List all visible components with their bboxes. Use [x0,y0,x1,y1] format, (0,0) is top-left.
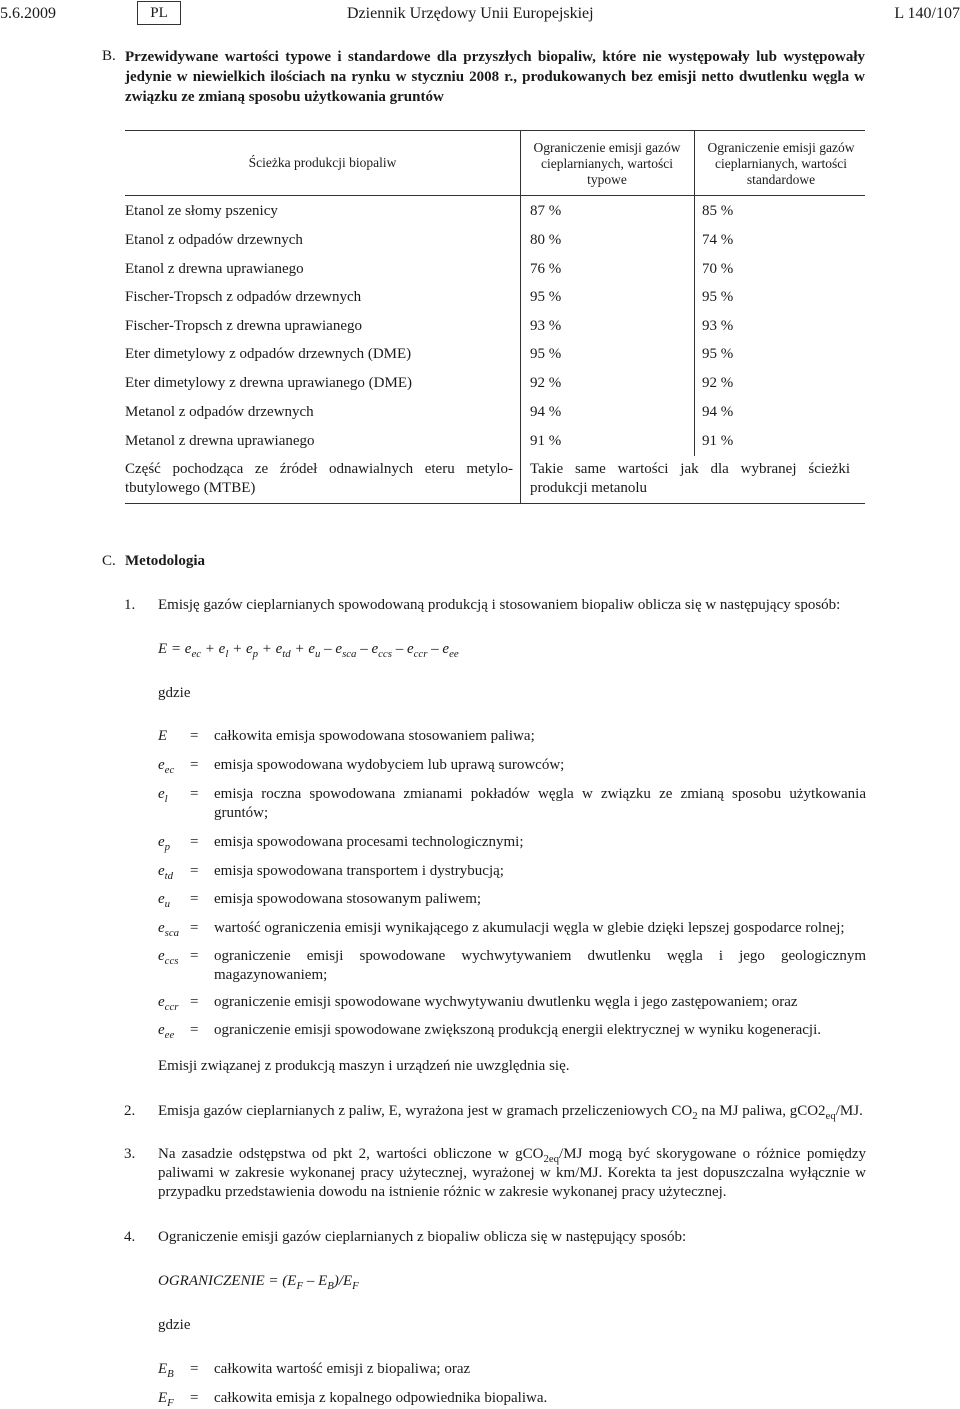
cell-typical: 92 % [530,375,562,391]
definition-equals: = [190,757,199,773]
cell-default: 92 % [702,375,734,391]
cell-path: Etanol ze słomy pszenicy [125,203,278,219]
cell-typical: 93 % [530,318,562,334]
definition-equals: = [190,948,199,964]
definition-symbol: $e_u$ [158,891,171,910]
definition-text: emisja spowodowana procesami technologicznymi; [214,834,524,850]
table-col-divider-2 [694,130,695,456]
cell-typical: 95 % [530,346,562,362]
machines-note: Emisji związanej z produkcją maszyn i urządzeń nie uwzględnia się. [158,1058,570,1074]
definition-text: całkowita wartość emisji z biopaliwa; oraz [214,1361,471,1377]
paragraph-4-number: 4. [124,1229,136,1245]
definition-symbol: $E_B$ [158,1361,174,1380]
definition-symbol: $e_p$ [158,834,171,853]
definition-symbol: $e_{ccs}$ [158,948,179,967]
cell-default: 70 % [702,261,734,277]
cell-typical: 87 % [530,203,562,219]
reduction-formula: OGRANICZENIE = $(E_F - E_B)/E_F$ [158,1273,359,1292]
definition-text: ograniczenie emisji spowodowane wychwytywaniu dwutlenku węgla i jego zastępowaniem; oraz [214,994,798,1010]
cell-path: Metanol z drewna uprawianego [125,433,315,449]
cell-path: Część pochodząca ze źródeł odnawialnych eteru metylo-tbutylowego (MTBE) [125,461,513,496]
definition-equals: = [190,891,199,907]
definition-text: emisja spowodowana transportem i dystrybucją; [214,863,504,879]
definition-equals: = [190,1390,199,1406]
definition-symbol: E [158,728,168,744]
cell-path: Eter dimetylowy z odpadów drzewnych (DME) [125,346,412,362]
cell-default: 94 % [702,404,734,420]
definition-symbol: $e_{sca}$ [158,920,180,939]
definition-text: ograniczenie emisji spowodowane wychwytywaniem dwutlenku węgla i jego geologicznym magazynowaniem; [214,948,866,983]
definition-text: całkowita emisja spowodowana stosowaniem paliwa; [214,728,535,744]
definition-equals: = [190,994,199,1010]
definition-symbol: $e_{ec}$ [158,757,175,776]
cell-typical: 80 % [530,232,562,248]
paragraph-4: Ograniczenie emisji gazów cieplarnianych z biopaliw oblicza się w następujący sposób: [158,1229,687,1245]
paragraph-2: Emisja gazów cieplarnianych z paliw, E, wyrażona jest w gramach przeliczeniowych $CO_2$ na MJ paliwa, $gCO2_{eq}/MJ$. [158,1103,863,1122]
definition-equals: = [190,920,199,936]
language-badge: PL [137,1,181,25]
definition-text: wartość ograniczenia emisji wynikającego z akumulacji węgla w glebie dzięki lepszej gospodarce rolnej; [214,920,845,936]
definition-equals: = [190,728,199,744]
paragraph-1-number: 1. [124,597,136,613]
definition-equals: = [190,786,199,802]
table-col-divider-1 [520,130,521,503]
section-c-letter: C. [102,553,116,569]
table-top-rule [125,130,865,131]
journal-title: Dziennik Urzędowy Unii Europejskiej [347,5,594,22]
cell-merged: Takie same wartości jak dla wybranej ścieżki produkcji metanolu [530,461,850,496]
table-header-rule [125,195,865,196]
cell-typical: 91 % [530,433,562,449]
cell-typical: 95 % [530,289,562,305]
cell-path: Fischer-Tropsch z odpadów drzewnych [125,289,362,305]
cell-typical: 76 % [530,261,562,277]
cell-default: 85 % [702,203,734,219]
col-header-path: Ścieżka produkcji biopaliw [248,155,397,170]
page-reference: L 140/107 [894,5,960,22]
emission-formula: $E = e_{ec} + e_l + e_p + e_{td} + e_u - e_{sca} - e_{ccs} - e_{ccr} - e_{ee}$ [158,641,459,660]
cell-default: 95 % [702,346,734,362]
paragraph-3-number: 3. [124,1146,136,1162]
cell-default: 93 % [702,318,734,334]
definition-symbol: $e_{ee}$ [158,1022,175,1041]
cell-default: 95 % [702,289,734,305]
col-header-default: Ograniczenie emisji gazów cieplarnianych, wartości standardowe [707,140,855,187]
gdzie-label-2: gdzie [158,1317,191,1333]
definition-equals: = [190,1361,199,1377]
definition-text: całkowita emisja z kopalnego odpowiednika biopaliwa. [214,1390,548,1406]
section-c-title: Metodologia [125,553,205,569]
cell-path: Etanol z odpadów drzewnych [125,232,303,248]
definition-symbol: $E_F$ [158,1390,174,1409]
definition-equals: = [190,863,199,879]
definition-symbol: $e_{td}$ [158,863,174,882]
definition-symbol: $e_l$ [158,786,168,805]
cell-path: Eter dimetylowy z drewna uprawianego (DME) [125,375,412,391]
definition-text: emisja spowodowana wydobyciem lub uprawą surowców; [214,757,565,773]
definition-symbol: $e_{ccr}$ [158,994,179,1013]
paragraph-3: Na zasadzie odstępstwa od pkt 2, wartości obliczone w gCO$_{2eq}$/MJ mogą być skorygowane o różnice pomiędzy paliwami w zakresie wykonanej pracy użytecznej, wyrażonej w km/MJ. Korekta ta jest dopuszczalna wyłącznie w przypadku przedstawienia dowodu na istnienie różnic w zakresie wykonanej pracy użytecznej. [158,1146,867,1200]
definition-text: ograniczenie emisji spowodowane zwiększoną produkcją energii elektrycznej w wyniku kogeneracji. [214,1022,822,1038]
header-date: 5.6.2009 [0,5,56,22]
cell-default: 91 % [702,433,734,449]
definition-equals: = [190,834,199,850]
paragraph-1: Emisję gazów cieplarnianych spowodowaną produkcją i stosowaniem biopaliw oblicza się w następujący sposób: [158,597,841,613]
table-bottom-rule [125,503,865,504]
cell-path: Etanol z drewna uprawianego [125,261,304,277]
col-header-typical: Ograniczenie emisji gazów cieplarnianych, wartości typowe [533,140,681,187]
section-b-letter: B. [102,48,116,64]
cell-default: 74 % [702,232,734,248]
definition-equals: = [190,1022,199,1038]
cell-path: Metanol z odpadów drzewnych [125,404,314,420]
definition-text: emisja roczna spowodowana zmianami pokładów węgla w związku ze zmianą sposobu użytkowania gruntów; [214,786,866,821]
section-b-title: Przewidywane wartości typowe i standardowe dla przyszłych biopaliw, które nie występowały lub występowały jedynie w niewielkich ilościach na rynku w styczniu 2008 r., produkowanych bez emisji netto dwutlenku węgla w związku ze zmianą sposobu użytkowania gruntów [125,49,865,105]
gdzie-label: gdzie [158,685,191,701]
paragraph-2-number: 2. [124,1103,136,1119]
cell-typical: 94 % [530,404,562,420]
cell-path: Fischer-Tropsch z drewna uprawianego [125,318,362,334]
definition-text: emisja spowodowana stosowanym paliwem; [214,891,482,907]
